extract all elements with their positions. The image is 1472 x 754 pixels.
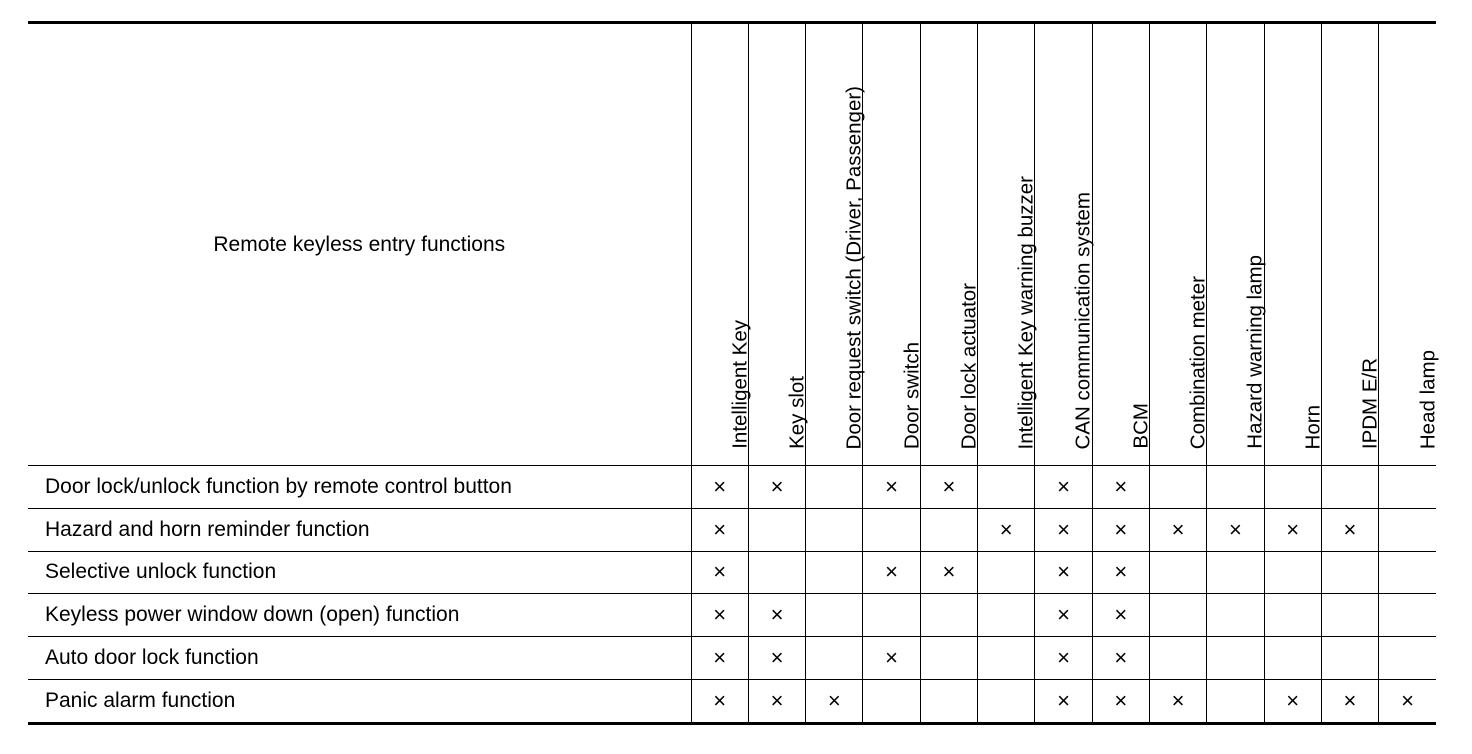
empty-cell [1264, 551, 1321, 594]
applicable-mark-cell: × [1035, 637, 1092, 680]
applicable-mark-cell: × [748, 594, 805, 637]
component-column-label: Intelligent Key [727, 320, 751, 449]
functions-column-header: Remote keyless entry functions [28, 23, 691, 466]
component-column-label: Horn [1300, 404, 1324, 449]
empty-cell [1207, 679, 1264, 723]
component-column-header [1264, 23, 1324, 466]
empty-cell [806, 508, 863, 551]
applicable-mark-cell: × [1035, 466, 1092, 509]
empty-cell [1264, 466, 1321, 509]
applicable-mark-cell: × [1321, 508, 1378, 551]
component-column-label: Head lamp [1415, 349, 1439, 449]
empty-cell [1207, 637, 1264, 680]
empty-cell [1379, 508, 1436, 551]
applicable-mark-cell: × [691, 679, 748, 723]
applicable-mark-cell: × [691, 551, 748, 594]
component-column-header [1092, 23, 1153, 466]
component-column-header [1321, 23, 1382, 466]
component-column-label: BCM [1129, 403, 1153, 449]
applicable-mark-cell: × [691, 637, 748, 680]
applicable-mark-cell: × [748, 679, 805, 723]
empty-cell [920, 508, 977, 551]
empty-cell [1207, 466, 1264, 509]
table-row [28, 508, 1436, 551]
empty-cell [1321, 466, 1378, 509]
component-column-label: Door switch [899, 341, 923, 449]
component-column-header [1379, 23, 1439, 466]
component-column-label: Key slot [785, 376, 809, 449]
empty-cell [1379, 594, 1436, 637]
applicable-mark-cell: × [1264, 679, 1321, 723]
empty-cell [920, 679, 977, 723]
applicable-mark-cell: × [863, 466, 920, 509]
component-column-label: IPDM E/R [1358, 357, 1382, 449]
empty-cell [806, 637, 863, 680]
applicable-mark-cell: × [1092, 551, 1149, 594]
empty-cell [1379, 551, 1436, 594]
function-name-cell: Hazard and horn reminder function [28, 508, 691, 551]
empty-cell [748, 508, 805, 551]
applicable-mark-cell: × [863, 637, 920, 680]
table-row [28, 551, 1436, 594]
component-column-label: Door request switch (Driver, Passenger) [842, 85, 866, 449]
component-column-label: Intelligent Key warning buzzer [1014, 175, 1038, 449]
empty-cell [863, 679, 920, 723]
component-column-header [1149, 23, 1210, 466]
table-body [28, 466, 1436, 724]
applicable-mark-cell: × [1379, 679, 1436, 723]
component-column-header [691, 23, 751, 466]
empty-cell [1149, 637, 1206, 680]
empty-cell [1379, 466, 1436, 509]
component-column-header [920, 23, 981, 466]
function-name-cell: Door lock/unlock function by remote control button [28, 466, 691, 509]
empty-cell [1264, 594, 1321, 637]
applicable-mark-cell: × [920, 551, 977, 594]
table-row [28, 466, 1436, 509]
empty-cell [1321, 637, 1378, 680]
component-column-label: Combination meter [1186, 275, 1210, 449]
applicable-mark-cell: × [691, 508, 748, 551]
empty-cell [1379, 637, 1436, 680]
applicable-mark-cell: × [920, 466, 977, 509]
applicable-mark-cell: × [806, 679, 863, 723]
applicable-mark-cell: × [1035, 594, 1092, 637]
component-column-label: Door lock actuator [957, 282, 981, 449]
empty-cell [1321, 551, 1378, 594]
applicable-mark-cell: × [1149, 508, 1206, 551]
empty-cell [748, 551, 805, 594]
empty-cell [806, 466, 863, 509]
applicable-mark-cell: × [1321, 679, 1378, 723]
empty-cell [1264, 637, 1321, 680]
empty-cell [1321, 594, 1378, 637]
empty-cell [1149, 594, 1206, 637]
empty-cell [920, 594, 977, 637]
empty-cell [1207, 551, 1264, 594]
applicable-mark-cell: × [1035, 508, 1092, 551]
applicable-mark-cell: × [1092, 466, 1149, 509]
header-row [28, 23, 1436, 466]
empty-cell [1149, 551, 1206, 594]
table-row [28, 637, 1436, 680]
applicable-mark-cell: × [1207, 508, 1264, 551]
component-column-header [978, 23, 1038, 466]
applicable-mark-cell: × [748, 466, 805, 509]
empty-cell [1207, 594, 1264, 637]
applicable-mark-cell: × [1092, 637, 1149, 680]
function-component-table [28, 21, 1439, 725]
table-row [28, 679, 1436, 723]
applicable-mark-cell: × [1264, 508, 1321, 551]
applicable-mark-cell: × [748, 637, 805, 680]
empty-cell [863, 594, 920, 637]
component-column-label: CAN communication system [1071, 191, 1095, 449]
function-name-cell: Auto door lock function [28, 637, 691, 680]
applicable-mark-cell: × [691, 466, 748, 509]
component-column-header [1035, 23, 1095, 466]
applicable-mark-cell: × [1092, 594, 1149, 637]
applicable-mark-cell: × [978, 508, 1035, 551]
empty-cell [978, 594, 1035, 637]
empty-cell [978, 551, 1035, 594]
component-column-header [1207, 23, 1267, 466]
empty-cell [1149, 466, 1206, 509]
applicable-mark-cell: × [691, 594, 748, 637]
applicable-mark-cell: × [863, 551, 920, 594]
empty-cell [978, 466, 1035, 509]
component-column-header [863, 23, 923, 466]
applicable-mark-cell: × [1035, 679, 1092, 723]
function-name-cell: Keyless power window down (open) function [28, 594, 691, 637]
applicable-mark-cell: × [1092, 508, 1149, 551]
component-column-label: Hazard warning lamp [1243, 255, 1267, 449]
empty-cell [806, 594, 863, 637]
component-column-header [748, 23, 809, 466]
function-component-table-container [28, 21, 1439, 725]
function-name-cell: Selective unlock function [28, 551, 691, 594]
applicable-mark-cell: × [1035, 551, 1092, 594]
component-column-header [806, 23, 866, 466]
function-name-cell: Panic alarm function [28, 679, 691, 723]
applicable-mark-cell: × [1149, 679, 1206, 723]
empty-cell [978, 679, 1035, 723]
empty-cell [920, 637, 977, 680]
empty-cell [978, 637, 1035, 680]
empty-cell [806, 551, 863, 594]
empty-cell [863, 508, 920, 551]
applicable-mark-cell: × [1092, 679, 1149, 723]
table-row [28, 594, 1436, 637]
